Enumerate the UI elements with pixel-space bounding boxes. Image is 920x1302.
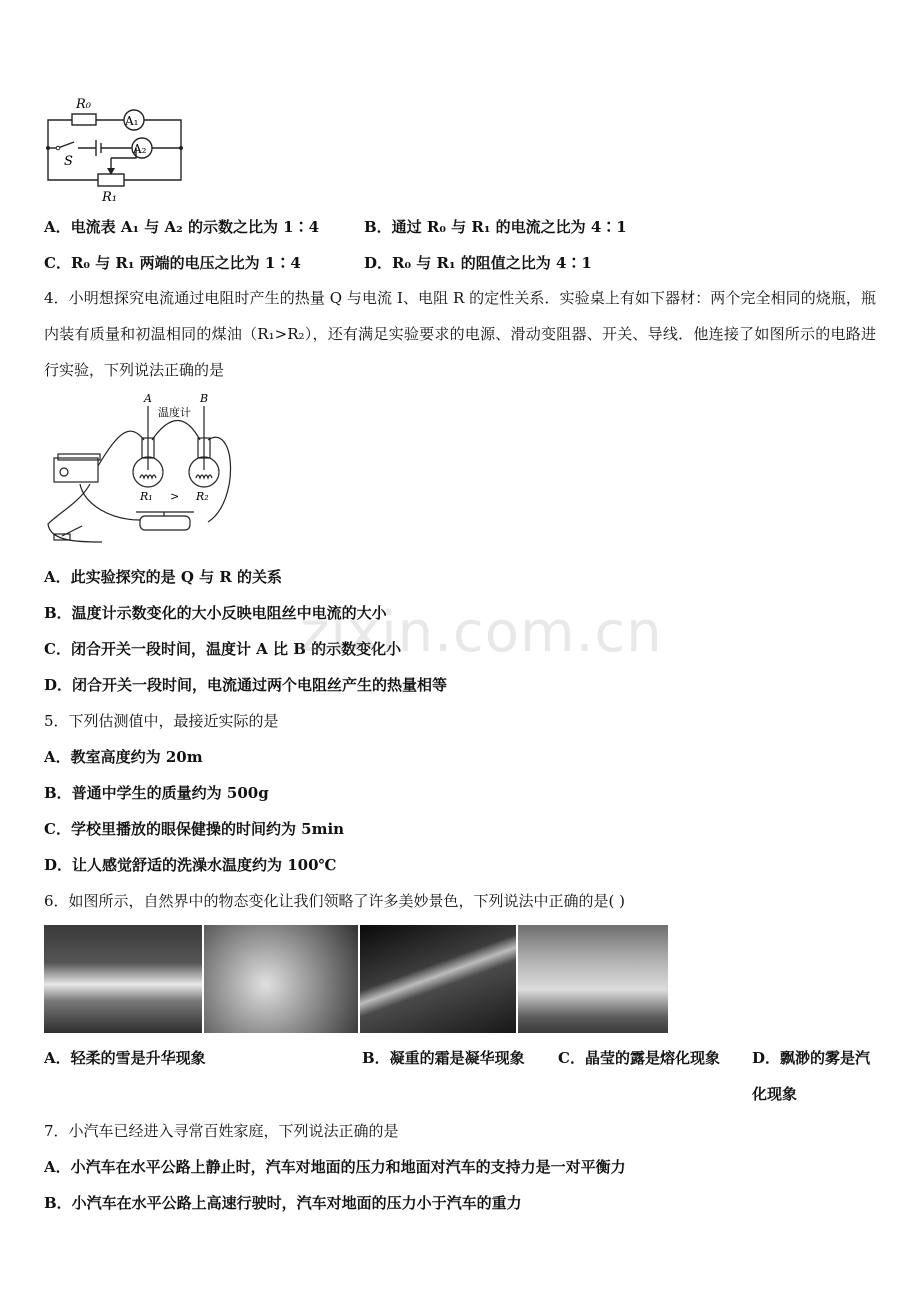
q6-option-b[interactable]: B．凝重的霜是凝华现象	[362, 1049, 525, 1067]
watermark: zixin.com.cn	[300, 600, 663, 665]
label-b: B	[200, 392, 209, 405]
q4-option-c[interactable]: C．闭合开关一段时间，温度计 A 比 B 的示数变化小	[44, 640, 402, 658]
circuit-diagram-q3	[40, 90, 200, 205]
label-r1: R₁	[140, 490, 153, 503]
photo-frost	[204, 925, 358, 1033]
label-s: S	[64, 154, 73, 169]
q6-option-d[interactable]: D．飘渺的雾是汽化现象	[752, 1049, 871, 1103]
q5-option-c[interactable]: C．学校里播放的眼保健操的时间约为 5min	[44, 820, 345, 838]
q5-option-b[interactable]: B．普通中学生的质量约为 500g	[44, 784, 269, 802]
q7-option-b[interactable]: B．小汽车在水平公路上高速行驶时，汽车对地面的压力小于汽车的重力	[44, 1194, 522, 1212]
photo-dew	[360, 925, 516, 1033]
q6-stem: 6．如图所示，自然界中的物态变化让我们领略了许多美妙景色，下列说法中正确的是( )	[44, 892, 626, 910]
q3-option-b[interactable]: B．通过 R₀ 与 R₁ 的电流之比为 4∶1	[364, 218, 627, 236]
q7-stem: 7．小汽车已经进入寻常百姓家庭，下列说法正确的是	[44, 1122, 399, 1140]
q3-option-d[interactable]: D．R₀ 与 R₁ 的阻值之比为 4∶1	[364, 254, 592, 272]
label-r0: R₀	[76, 97, 91, 112]
photo-fog	[518, 925, 668, 1033]
photo-snow	[44, 925, 202, 1033]
label-r2: R₂	[196, 490, 209, 503]
label-thermometer: 温度计	[158, 406, 191, 419]
q4-stem: 4．小明想探究电流通过电阻时产生的热量 Q 与电流 I、电阻 R 的定性关系．实验桌上有如下器材：两个完全相同的烧瓶，瓶内装有质量和初温相同的煤油（R₁>R₂），还有满足实验要求的电源、滑动变阻器、开关、导线．他连接了如图所示的电路进行实验，下列说法正确的是	[44, 289, 876, 379]
label-a: A	[144, 392, 152, 405]
q3-option-c[interactable]: C．R₀ 与 R₁ 两端的电压之比为 1∶4	[44, 254, 301, 272]
q4-option-a[interactable]: A．此实验探究的是 Q 与 R 的关系	[44, 568, 283, 586]
label-r1: R₁	[102, 190, 117, 205]
circuit-diagram-q4	[40, 392, 240, 552]
q6-option-a[interactable]: A．轻柔的雪是升华现象	[44, 1049, 206, 1067]
label-gt: >	[170, 490, 180, 503]
q6-option-c[interactable]: C．晶莹的露是熔化现象	[558, 1049, 720, 1067]
q4-option-b[interactable]: B．温度计示数变化的大小反映电阻丝中电流的大小	[44, 604, 387, 622]
label-a1: A₁	[125, 114, 139, 128]
q7-option-a[interactable]: A．小汽车在水平公路上静止时，汽车对地面的压力和地面对汽车的支持力是一对平衡力	[44, 1158, 626, 1176]
q3-option-a[interactable]: A．电流表 A₁ 与 A₂ 的示数之比为 1∶4	[44, 218, 320, 236]
q4-option-d[interactable]: D．闭合开关一段时间，电流通过两个电阻丝产生的热量相等	[44, 676, 448, 694]
q5-option-d[interactable]: D．让人感觉舒适的洗澡水温度约为 100℃	[44, 856, 337, 874]
q5-stem: 5．下列估测值中，最接近实际的是	[44, 712, 279, 730]
label-a2: A₂	[133, 142, 147, 156]
q5-option-a[interactable]: A．教室高度约为 20m	[44, 748, 203, 766]
